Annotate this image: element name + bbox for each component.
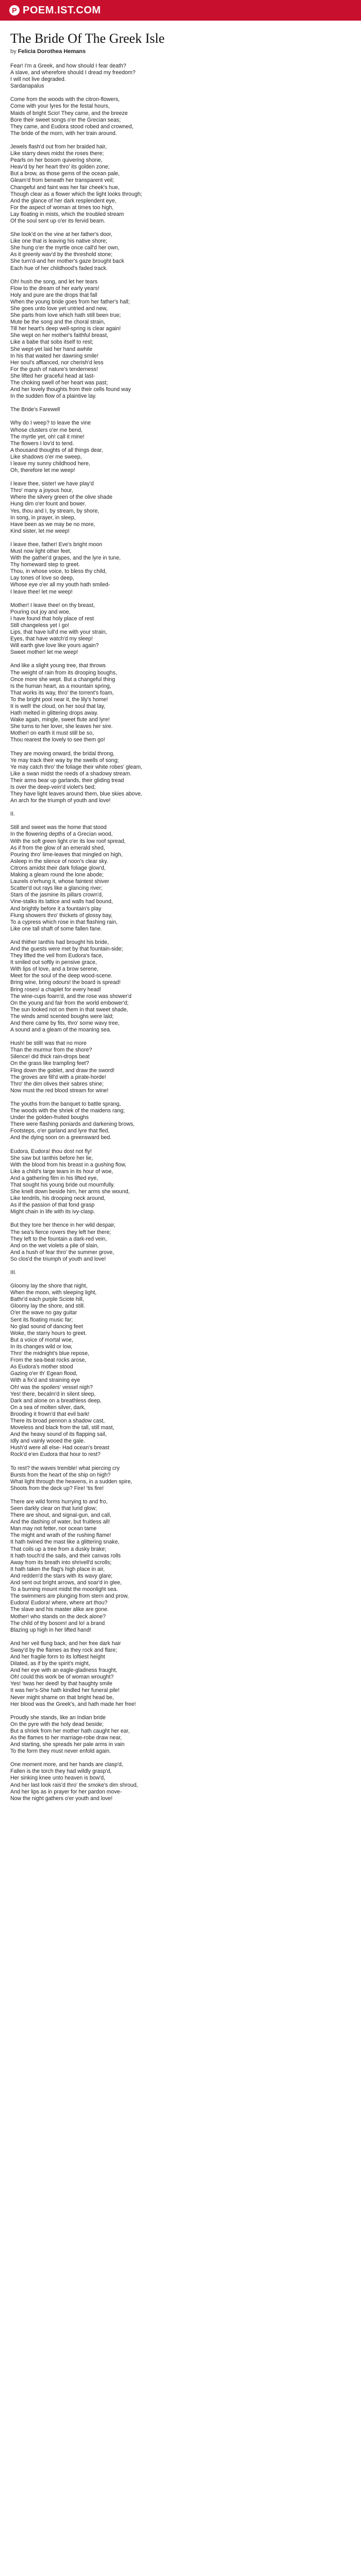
poem-line: I leave my sunny childhood here,	[10, 460, 90, 467]
poem-line: Than the murmur from the shore?	[10, 1047, 92, 1054]
poem-line: When the moon, with sleeping light,	[10, 1290, 97, 1296]
poem-line: That coils up a tree from a dusky brake;	[10, 1546, 107, 1552]
poem-line: And her lips as in prayer for her pardon move-	[10, 1788, 122, 1795]
stanza	[10, 1101, 351, 1142]
poem-line: Never might shame on that bright head be,	[10, 1694, 114, 1701]
poem-body	[10, 63, 351, 1802]
stanza	[10, 1715, 351, 1755]
poem-line: They have light leaves around them, blue skies above,	[10, 791, 142, 798]
poem-line: Changeful and faint was her fair cheek's hue,	[10, 184, 120, 191]
poem-line: Come with your lyres for the festal hours,	[10, 103, 110, 110]
poem-line: On the young and fair from the world embower'd;	[10, 999, 129, 1006]
poem-line: They came, and Eudora stood robed and crowned,	[10, 123, 134, 130]
poem-line: Jewels flash'd out from her braided hair,	[10, 143, 107, 150]
poem-line: Is over the deep-vein'd violet's bed;	[10, 784, 96, 790]
poem-line: She look'd on the vine at her father's door,	[10, 231, 112, 238]
poem-line: Like one tall shaft of some fallen fane.	[10, 925, 102, 932]
poem-line: Oh! hush the song, and let her tears	[10, 278, 98, 285]
poem-line: Lips, that have lull'd me with your strain,	[10, 629, 107, 636]
poem-line: Gloomy lay the shore that night,	[10, 1283, 88, 1290]
poem-line: To the form they must never enfold again.	[10, 1748, 111, 1755]
poem-line: I will not live degraded.	[10, 76, 66, 83]
poem-line: A slave, and wherefore should I dread my freedom?	[10, 70, 136, 76]
poem-line: On a sea of molten silver, dark,	[10, 1404, 86, 1411]
poem-line: Still and sweet was the home that stood	[10, 824, 107, 831]
poem-line: With the soft green light o'er its low roof spread,	[10, 838, 126, 844]
poem-line: Pouring out joy and woe,	[10, 608, 71, 615]
poem-line: Moveless and black from the tall, still mast,	[10, 1425, 114, 1431]
poem-line: Though clear as a flower which the light looks through;	[10, 191, 142, 197]
poem-line: And starting, she spreads her pale arms in vain	[10, 1741, 125, 1748]
poem-line: III.	[10, 1269, 17, 1276]
stanza	[10, 1269, 351, 1276]
poem-line: Dark and alone on a breathless deep,	[10, 1397, 102, 1404]
poem-line: Each hue of her childhood's faded track.	[10, 265, 108, 272]
poem-line: In his that waited her dawning smile!	[10, 352, 99, 359]
poem-line: Meet for the soul of the deep wood-scene.	[10, 973, 112, 979]
poem-line: The weight of rain from its drooping boughs,	[10, 669, 117, 676]
poem-line: Is the human heart, as a mountain spring,	[10, 683, 111, 689]
poem-line: She turn'd-and her mother's gaze brought back	[10, 258, 124, 265]
poem-line: She turns to her lover, she leaves her sire.	[10, 723, 113, 730]
poem-line: The winds amid scented boughs were laid;	[10, 1013, 114, 1020]
poem-line: Of the soul sent up o'er its fervid beam.	[10, 217, 105, 224]
poem-line: There are shout, and signal-gun, and call,	[10, 1512, 111, 1519]
poem-line: Will earth give love like yours again?	[10, 642, 99, 649]
poem-line: The youths from the banquet to battle sprang,	[10, 1100, 121, 1107]
poem-line: To a cypress which rose in that flashing rain,	[10, 919, 118, 925]
poem-line: She parts from love which hath still been true;	[10, 312, 121, 319]
poem-line: Oh! could this work be of woman wrought?	[10, 1674, 114, 1681]
poem-line: Seen darkly clear on that lurid glow;	[10, 1505, 97, 1512]
poem-line: Citrons amidst their dark foliage glow'd,	[10, 865, 106, 871]
stanza	[10, 231, 351, 272]
poem-line: Away from its breath into shrivell'd scrolls;	[10, 1559, 112, 1566]
poem-line: II.	[10, 811, 15, 818]
poem-line: Rock'd e'en Eudora that hour to rest?	[10, 1451, 101, 1458]
poem-line: And on the wet violets a pile of slain,	[10, 1242, 99, 1249]
poem-line: Gleam'd from beneath her transparent veil;	[10, 177, 114, 184]
poem-line: Asleep in the silence of noon's clear sky.	[10, 858, 108, 865]
poem-line: In its changes wild or low,	[10, 1343, 73, 1350]
stanza	[10, 1222, 351, 1263]
stanza	[10, 1283, 351, 1458]
stanza	[10, 939, 351, 1033]
poem-line: Hush! be still! was that no more	[10, 1040, 87, 1047]
poem-line: Their arms bear up garlands, their gliding tread	[10, 777, 124, 784]
stanza	[10, 1640, 351, 1708]
poem-line: The choking swell of her heart was past;	[10, 380, 108, 386]
poem-line: One moment more, and her hands are clasp'd,	[10, 1761, 123, 1768]
poem-line: On the grass like trampling feet?	[10, 1060, 89, 1067]
poem-line: And her last look rais'd thro' the smoke's dim shroud,	[10, 1782, 138, 1788]
site-logo[interactable]	[9, 5, 101, 16]
poem-line: On the pyre with the holy dead beside;	[10, 1721, 104, 1727]
poem-line: Sway'd by the flames as they rock and flare;	[10, 1647, 117, 1653]
poem-line: Thro' the midnight's blue repose,	[10, 1350, 90, 1357]
poem-line: I have found that holy place of rest	[10, 615, 94, 622]
poem-line: And a hush of fear thro' the summer grove,	[10, 1249, 114, 1256]
poem-line: Gloomy lay the shore, and still.	[10, 1303, 85, 1310]
poem-line: From the sea-beat rocks arose,	[10, 1357, 87, 1364]
poem-line: She wept on her mother's faithful breast,	[10, 332, 108, 339]
stanza	[10, 811, 351, 818]
poem-line: There its broad pennon a shadow cast,	[10, 1417, 105, 1424]
poem-line: Fallen is the torch they had wildly grasp'd,	[10, 1768, 112, 1775]
poem-line: As if from the glow of an emerald shed,	[10, 844, 105, 851]
poem-line: In song, in prayer, in sleep,	[10, 514, 76, 521]
poem-line: Her blood was the Greek's, and hath made her free!	[10, 1701, 136, 1707]
poem-line: She wept-yet laid her hand awhile	[10, 346, 93, 352]
poem-line: Under the golden-fruited boughs	[10, 1114, 89, 1121]
poem-line: Mother! on earth it must still be so,	[10, 730, 94, 737]
poem-line: She hung o'er the myrtle once call'd her own,	[10, 245, 120, 251]
poem-line: Thro' many a joyous hour,	[10, 487, 73, 494]
poem-line: And the glance of her dark resplendent eye,	[10, 197, 117, 204]
poem-line: Pearls on her bosom quivering shone,	[10, 157, 103, 164]
poem-line: Man may not fetter, nor ocean tame	[10, 1526, 97, 1532]
poem-line: The child of thy bosom! and lo! a brand	[10, 1620, 105, 1626]
site-header	[0, 0, 361, 21]
poem-line: Making a gleam round the lone abode;	[10, 872, 104, 878]
logo-icon: P	[9, 5, 20, 15]
poem-line: To the bright pool near it, the lily's home!	[10, 696, 108, 703]
poem-line: Scatter'd out rays like a glancing river;	[10, 885, 103, 892]
poem-line: Whose clusters o'er me bend,	[10, 427, 83, 433]
poem-line: There were flashing poniards and darkening brows,	[10, 1121, 135, 1128]
poem-line: And her lovely thoughts from their cells found way	[10, 386, 131, 393]
poem-line: Yes! there, becalm'd in silent sleep,	[10, 1391, 96, 1397]
poem-line: Like a swan midst the reeds of a shadowy stream.	[10, 770, 132, 777]
poem-line: Thro' the dim olives their sabres shine;	[10, 1080, 104, 1087]
poem-line: Mother! I leave thee! on thy breast,	[10, 602, 95, 608]
stanza	[10, 144, 351, 225]
poem-line: Whose eye o'er all my youth hath smiled-	[10, 582, 110, 588]
poem-title: The Bride Of The Greek Isle	[10, 31, 165, 46]
poem-line: Hush'd were all else- Had ocean's breast	[10, 1445, 109, 1451]
stanza	[10, 96, 351, 137]
poem-line: With lips of love, and a brow serene,	[10, 966, 99, 973]
poem-line: Hath melted in glittering drops away.	[10, 710, 99, 717]
poem-line: And there came by fits, thro' some wavy tree,	[10, 1020, 120, 1026]
poem-line: Vine-stalks its lattice and walls had bound,	[10, 899, 113, 905]
stanza	[10, 1040, 351, 1094]
stanza	[10, 406, 351, 413]
byline-prefix: by	[10, 48, 18, 55]
poem-line: But they tore her thence in her wild despair,	[10, 1222, 116, 1229]
poem-line: Till her heart's deep well-spring is clear again!	[10, 326, 121, 332]
stanza	[10, 1499, 351, 1634]
author-link[interactable]: Felicia Dorothea Hemans	[18, 48, 86, 55]
poem-line: Bore their sweet songs o'er the Grecian seas;	[10, 116, 121, 123]
poem-line: Like one that is leaving his native shore;	[10, 238, 107, 245]
stanza	[10, 1761, 351, 1802]
poem-line: With the gather'd grapes, and the lyre in tune,	[10, 555, 121, 562]
poem-line: What light through the heavens, in a sudden spire,	[10, 1478, 133, 1485]
poem-line: Thou, in whose voice, to bless thy child,	[10, 568, 107, 575]
poem-line: As it greenly wav'd by the threshold stone;	[10, 251, 113, 258]
stanza	[10, 751, 351, 805]
poem-line: But a shriek from her mother hath caught her ear,	[10, 1727, 130, 1734]
poem-line: Eudora, Eudora! thou dost not fly!	[10, 1148, 92, 1155]
poem-line: Gazing o'er th' Egean flood,	[10, 1370, 78, 1377]
poem-line: The myrtle yet, oh! call it mine!	[10, 433, 85, 440]
poem-line: Might chain in life with its ivy-clasp.	[10, 1209, 95, 1215]
poem-line: And her veil flung back, and her free dark hair	[10, 1640, 121, 1647]
poem-line: Still changeless yet I go!	[10, 622, 70, 629]
poem-line: Like starry dews midst the roses there;	[10, 150, 104, 157]
poem-line: Have been as we may be no more,	[10, 521, 95, 528]
poem-line: As the flames to her marriage-robe draw near,	[10, 1735, 122, 1741]
poem-line: A sound and a gleam of the moaning sea.	[10, 1027, 111, 1033]
stanza	[10, 541, 351, 596]
poem-line: Holy and pure are the drops that fall	[10, 292, 97, 298]
poem-line: Now must the red blood stream for wine!	[10, 1087, 109, 1094]
poem-line: Shoots from the deck up? Fire! 'tis fire!	[10, 1485, 104, 1492]
poem-line: Stars of the jasmine its pillars crown'd,	[10, 892, 103, 899]
poem-line: The might and wrath of the rushing flame!	[10, 1532, 111, 1539]
poem-line: An arch for the triumph of youth and love!	[10, 798, 111, 804]
poem-line: And redden'd the stars with its wavy glare;	[10, 1572, 113, 1579]
poem-line: She knelt down beside him, her arms she wound,	[10, 1189, 130, 1195]
poem-line: They left to the fountain a dark-red vein,	[10, 1235, 107, 1242]
poem-line: She lifted her graceful head at last-	[10, 372, 95, 379]
poem-line: Bring wine, bring odours! the board is spread!	[10, 979, 121, 986]
poem-line: It hath twined the mast like a glittering snake,	[10, 1539, 120, 1546]
poem-line: The groves are fill'd with a pirate-horde!	[10, 1074, 106, 1080]
poem-line: Lay tones of love so deep,	[10, 575, 74, 582]
stanza	[10, 481, 351, 535]
poem-line: No glad sound of dancing feet	[10, 1323, 83, 1330]
poem-line: Sardanapalus	[10, 83, 44, 90]
poem-line: Like tendrils, his drooping neck around,	[10, 1195, 106, 1202]
poem-line: With the blood from his breast in a gushing flow,	[10, 1161, 126, 1168]
poem-line: Woke, the starry hours to greet.	[10, 1330, 87, 1336]
poem-line: Ye may track their way by the swells of song;	[10, 757, 119, 764]
poem-line: Mute be the song and the choral strain,	[10, 319, 105, 326]
poem-line: I leave thee, sister! we have play'd	[10, 481, 94, 487]
poem-line: Must now light other feet,	[10, 548, 72, 554]
poem-line: Sent its floating music far;	[10, 1316, 73, 1323]
poem-line: Laurels o'erhung it, whose faintest shiver	[10, 878, 109, 885]
poem-line: Flung showers thro' thickets of glossy bay,	[10, 912, 112, 919]
poem-line: But a voice of mortal woe,	[10, 1336, 73, 1343]
poem-line: And sent out bright arrows, and soar'd in glee,	[10, 1580, 122, 1586]
poem-line: Bathr'd each purple Sciote hill,	[10, 1296, 84, 1303]
poem-line: The sun looked not on them in that sweet shade,	[10, 1006, 128, 1013]
poem-line: Oh, therefore let me weep!	[10, 467, 75, 474]
poem-line: Hung dim o'er fount and bower.	[10, 501, 86, 507]
poem-line: Thou rearest the lovely to see them go!	[10, 737, 105, 743]
poem-line: It is well! the cloud, on her soul that lay,	[10, 703, 106, 709]
stanza	[10, 420, 351, 474]
poem-line: Like a babe that sobs itself to rest;	[10, 339, 93, 346]
poem-line: Oh! was the spoilers' vessel nigh?	[10, 1384, 93, 1391]
poem-line: The Bride's Farewell	[10, 406, 60, 413]
poem-line: Thy homeward step to greet.	[10, 562, 80, 568]
poem-line: And thither Ianthis had brought his bride,	[10, 939, 109, 945]
stanza	[10, 602, 351, 656]
poem-line: O'er the wave no gay guitar	[10, 1310, 77, 1316]
poem-line: For the gush of nature's tenderness!	[10, 366, 98, 372]
poem-line: Idly and vainly wooed the gale.	[10, 1438, 85, 1445]
poem-line: The wine-cups foam'd, and the rose was shower'd	[10, 993, 132, 999]
poem-line: A thousand thoughts of all things dear,	[10, 447, 103, 453]
poem-line: In the sudden flow of a plaintive lay.	[10, 393, 97, 400]
poem-line: And the heavy sound of its flapping sail,	[10, 1431, 107, 1438]
poem-line: As if the passion of that fond grasp	[10, 1202, 95, 1209]
poem-line: With a fix'd and straining eye	[10, 1377, 80, 1384]
poem-line: And a gathering film in his lifted eye,	[10, 1175, 99, 1181]
logo-text-right: IST.COM	[57, 4, 101, 16]
poem-line: Brooding it frown'd that evil bark!	[10, 1411, 90, 1417]
poem-line: So clos'd the triumph of youth and love!	[10, 1256, 106, 1262]
logo-text-left: POEM	[23, 4, 54, 16]
poem-line: Heav'd by her heart thro' its golden zone;	[10, 164, 110, 171]
poem-line: Mother! who stands on the deck alone?	[10, 1613, 106, 1620]
poem-line: The woods with the shriek of the maidens rang;	[10, 1108, 125, 1114]
poem-line: Bursts from the heart of the ship on high?	[10, 1471, 111, 1478]
poem-line: The sea's fierce rovers they left her there;	[10, 1229, 111, 1235]
poem-line: There are wild forms hurrying to and fro,	[10, 1498, 108, 1505]
poem-line: It was her's-She hath kindled her funeral pile!	[10, 1687, 120, 1694]
poem-line: It hath touch'd the sails, and their canvas rolls	[10, 1552, 121, 1559]
poem-line: It hath taken the flag's high place in air,	[10, 1566, 105, 1572]
poem-line: Lay floating in mists, which the troubled stream	[10, 211, 124, 217]
poem-line: That sought his young bride out mournfully.	[10, 1181, 115, 1188]
poem-line: It smiled out softly in pensive grace,	[10, 959, 97, 966]
poem-line: For the aspect of woman at times too high,	[10, 204, 114, 211]
poem-line: She goes unto love yet untried and new,	[10, 306, 108, 312]
poem-line: Sweet mother! let me weep!	[10, 649, 78, 656]
poem-line: I leave thee, father! Eve's bright moon	[10, 541, 103, 548]
poem-line: They lifted the veil from Eudora's face,	[10, 953, 103, 959]
poem-line: Footsteps, o'er garland and lyre that fled,	[10, 1128, 110, 1134]
poem-line: Her soul's affianced, nor cherish'd less	[10, 359, 104, 366]
poem-line: The slave and his master alike are gone.	[10, 1606, 109, 1613]
poem-line: Fear! I'm a Greek, and how should I fear death?	[10, 63, 126, 69]
poem-line: Wake again, mingle, sweet flute and lyre!	[10, 717, 110, 723]
poem-line: The swimmers are plunging from stern and prow,	[10, 1593, 129, 1600]
poem-line: Bring roses! a chaplet for every head!	[10, 986, 102, 993]
poem-line: Silence! did thick rain-drops beat	[10, 1054, 90, 1060]
poem-line: And the guests were met by that fountain-side;	[10, 945, 123, 952]
poem-line: Maids of bright Scio! They came, and the breeze	[10, 110, 128, 116]
stanza	[10, 824, 351, 933]
poem-line: I leave thee! let me weep!	[10, 588, 73, 595]
poem-line: Pouring thro' lime-leaves that mingled on high,	[10, 851, 123, 858]
poem-line: Eudora! Eudora! where, where art thou?	[10, 1600, 108, 1606]
poem-line: Flow to the dream of her early years!	[10, 285, 100, 292]
poem-line: When the young bride goes from her father's hall;	[10, 298, 130, 305]
poem-line: They are moving onward, the bridal throng,	[10, 750, 114, 757]
poem-line: And her fragile form to its loftiest height	[10, 1653, 105, 1660]
poem-line: And brightly before it a fountain's play	[10, 905, 102, 912]
poem-line: And the dying soon on a greensward bed.	[10, 1134, 112, 1141]
poem-line: Why do I weep? to leave the vine	[10, 420, 91, 427]
poem-line: Yes! 'twas her deed! by that haughty smile	[10, 1681, 112, 1687]
poem-line: To rest? the waves tremble! what piercing cry	[10, 1465, 120, 1471]
poem-line: Like a child's large tears in its hour of woe,	[10, 1168, 113, 1175]
poem-line: Blazing up high in her lifted hand!	[10, 1626, 91, 1633]
poem-line: The flowers I lov'd to tend.	[10, 440, 74, 447]
poem-line: Yes, thou and I, by stream, by shore,	[10, 507, 100, 514]
poem-line: The bride of the morn, with her train around.	[10, 130, 117, 137]
poem-line: She saw but Ianthis before her lie,	[10, 1155, 93, 1161]
poem-line: As Eudora's mother stood	[10, 1364, 73, 1370]
logo-dot: .	[54, 4, 57, 16]
poem-line: Her sinking knee unto heaven is bow'd,	[10, 1775, 105, 1782]
stanza	[10, 663, 351, 743]
stanza	[10, 279, 351, 400]
poem-line: Eyes, that have watch'd my sleep!	[10, 636, 93, 642]
poem-line: And like a slight young tree, that throws	[10, 663, 106, 669]
byline	[10, 48, 351, 55]
poem-line: Fling down the goblet, and draw the sword!	[10, 1067, 114, 1074]
poem-line: Dilated, as if by the spirit's might,	[10, 1660, 90, 1667]
stanza	[10, 1465, 351, 1492]
poem-line: Ye may catch thro' the foliage their white robes' gleam,	[10, 764, 142, 770]
poem-line: Once more she wept. But a changeful thing	[10, 676, 116, 683]
poem-line: But a brow, as those gems of the ocean pale,	[10, 171, 120, 177]
poem-line: Proudly she stands, like an Indian bride	[10, 1714, 106, 1721]
poem-line: To a burning mount midst the moonlight sea.	[10, 1586, 118, 1593]
poem-line: And her eye with an eagle-gladness fraught,	[10, 1667, 118, 1674]
poem-line: Come from the woods with the citron-flowers,	[10, 96, 120, 103]
poem-line: Like shadows o'er me sweep,	[10, 453, 82, 460]
stanza	[10, 63, 351, 90]
main-content	[0, 21, 361, 2576]
poem-line: And the dashing of water, but fruitless all!	[10, 1519, 110, 1526]
poem-line: Now the night gathers o'er youth and love!	[10, 1795, 113, 1802]
poem-line: Where the silvery green of the olive shade	[10, 494, 112, 501]
poem-line: Kind sister, let me weep!	[10, 528, 70, 534]
poem-line: That works its way, thro' the torrent's foam,	[10, 689, 114, 696]
poem-line: In the flowering depths of a Grecian wood,	[10, 831, 113, 838]
stanza	[10, 1148, 351, 1216]
